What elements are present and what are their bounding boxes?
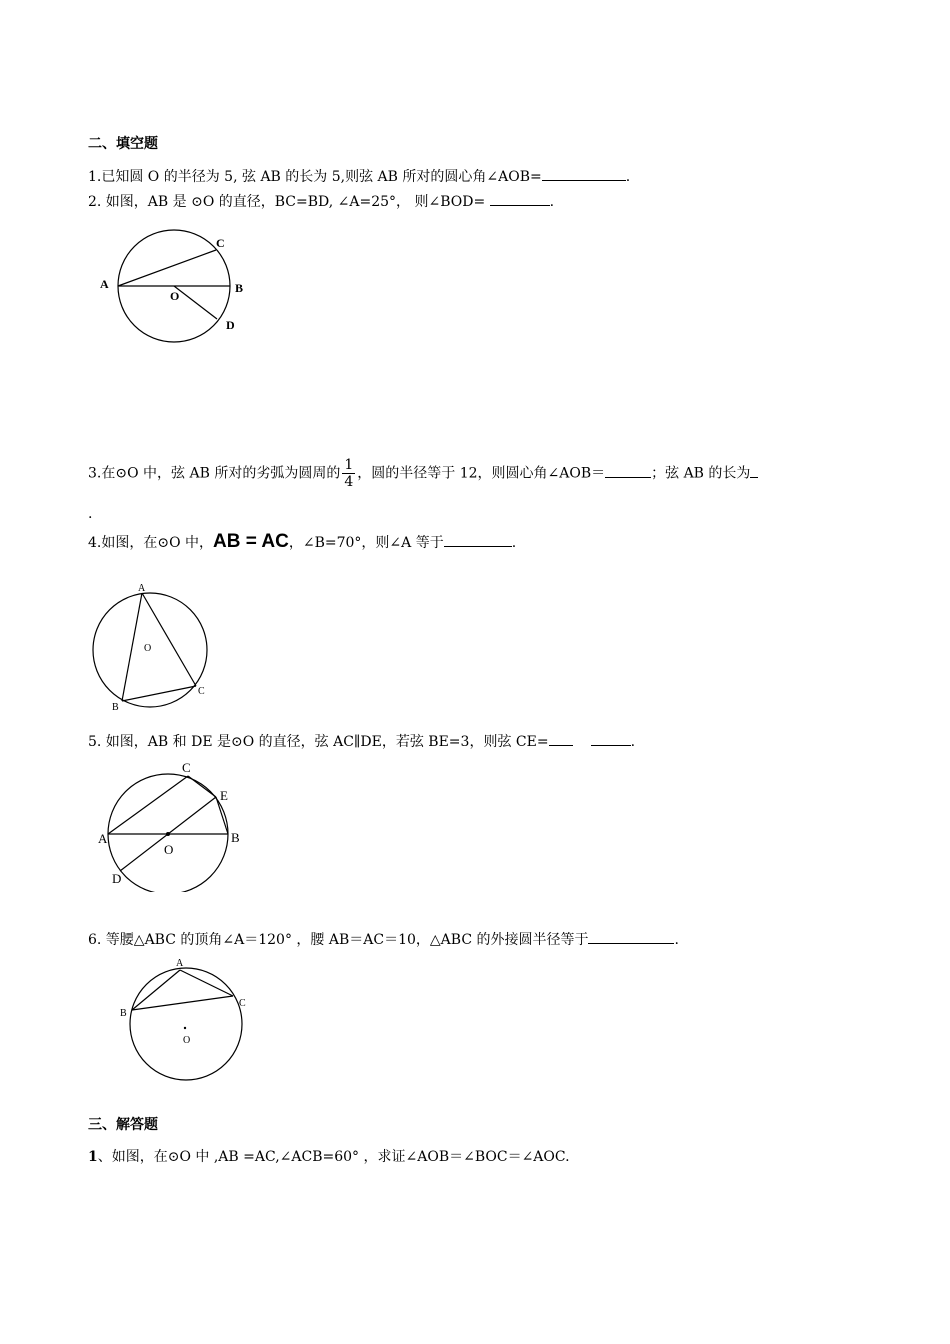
question-1 [88,166,630,186]
figure-q5-circle-diagram [92,760,252,892]
label-O: O [183,1035,191,1046]
question-4 [88,532,516,552]
fraction-denominator: 4 [344,474,354,490]
label-A: A [176,958,184,969]
label-D: D [226,318,235,332]
label-C: C [216,236,225,250]
question-6 [88,929,679,949]
answer-blank-3a[interactable] [605,463,651,478]
label-O: O [164,842,174,857]
question-2 [88,191,554,211]
question-5 [88,731,635,751]
figure-q2-circle-diagram [90,222,260,347]
fraction-one-quarter [342,457,355,490]
question-3-text-c: ；弦 AB 的长为 [651,465,751,482]
question-3 [88,457,758,490]
label-E: E [220,788,228,803]
question-4-text-a: 4.如图，在⊙O 中， [88,535,214,551]
question-2-text: 2. 如图，AB 是 ⊙O 的直径，BC=BD, ∠A=25°， 则∠BOD= [88,194,490,210]
label-A: A [138,583,146,594]
question-4-end: . [511,535,517,551]
label-B: B [235,281,244,295]
question-6-text: 6. 等腰△ABC 的顶角∠A＝120° ，腰 AB＝AC＝10，△ABC 的外接圆半径等于 [88,932,589,948]
question-1-end: . [625,169,631,185]
label-C: C [239,998,246,1009]
question-3-continuation: . [88,506,93,522]
question-5-end: . [630,734,636,750]
section-title-solve: 三、解答题 [88,1117,158,1133]
label-B: B [231,830,240,845]
label-B: B [120,1008,127,1019]
solve-question-1-number: 1 [88,1149,98,1165]
answer-blank-3b[interactable] [750,463,758,478]
figure-q6-circle-diagram [115,954,255,1086]
answer-blank-5a[interactable] [549,731,573,746]
label-O: O [170,289,180,303]
label-A: A [100,277,109,291]
figure-q4-circle-diagram [88,582,218,714]
question-3-text-b: ，圆的半径等于 12，则圆心角∠AOB＝ [357,465,606,482]
question-4-text-b: ，∠B=70°，则∠A 等于 [288,535,444,551]
answer-blank-1[interactable] [542,166,626,181]
label-B: B [112,702,119,713]
fraction-numerator: 1 [344,457,354,473]
answer-blank-2[interactable] [490,191,550,206]
label-A: A [98,831,108,846]
question-5-text: 5. 如图，AB 和 DE 是⊙O 的直径，弦 AC∥DE，若弦 BE=3，则弦 CE= [88,734,549,750]
question-6-end: . [674,932,679,948]
answer-blank-5b[interactable] [591,731,631,746]
label-C: C [182,760,191,775]
answer-blank-4[interactable] [444,532,512,547]
arc-equality: AB = AC [213,531,289,552]
label-D: D [112,871,122,886]
question-1-text: 1.已知圆 O 的半径为 5, 弦 AB 的长为 5,则弦 AB 所对的圆心角∠AOB= [88,169,542,185]
question-2-end: . [549,194,555,210]
question-3-text-a: 3.在⊙O 中，弦 AB 所对的劣弧为圆周的 [88,465,341,482]
solve-question-1 [88,1148,570,1166]
label-C: C [198,686,205,697]
section-title-fill-blank: 二、填空题 [88,136,158,152]
label-O: O [144,643,152,654]
solve-question-1-text: 、如图，在⊙O 中 ,AB =AC,∠ACB=60° ，求证∠AOB＝∠BOC＝∠AOC. [97,1149,570,1165]
answer-blank-6[interactable] [588,929,674,944]
